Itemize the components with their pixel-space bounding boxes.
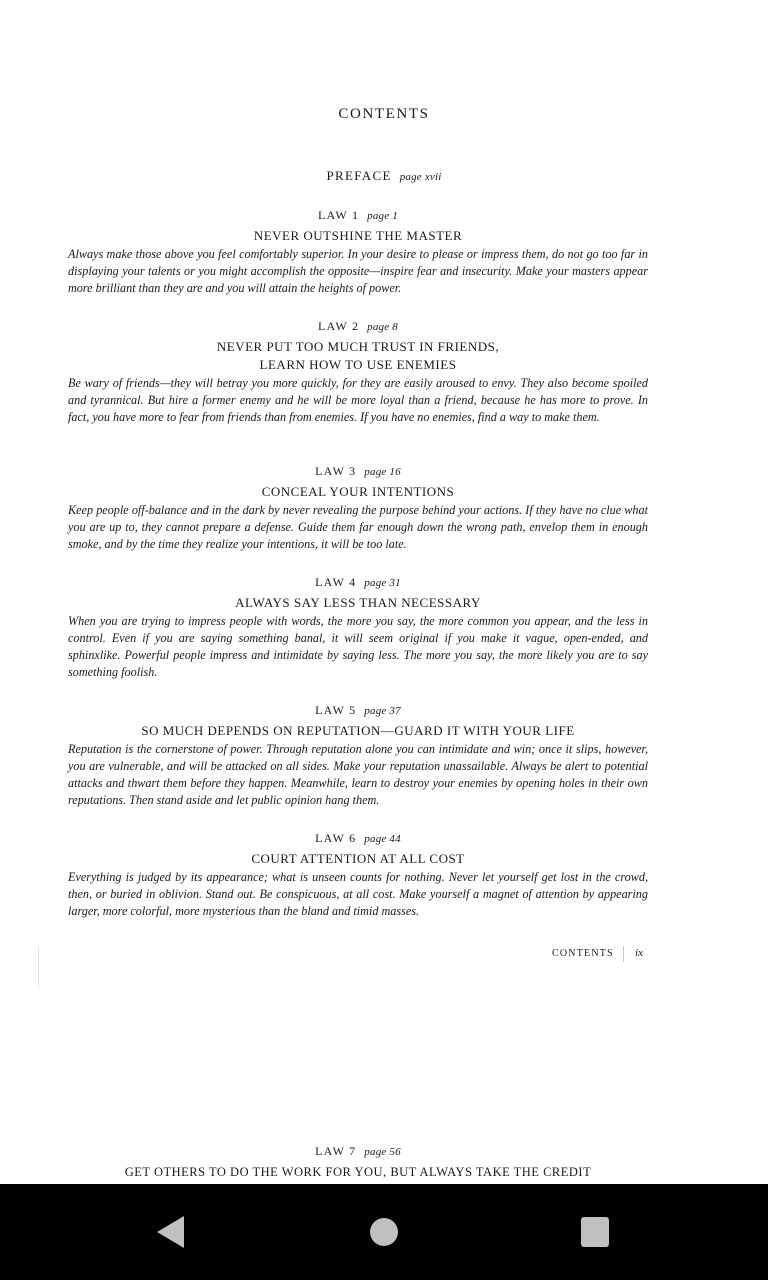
law-number: LAW 2 page 8	[318, 319, 398, 333]
law-number: LAW 3 page 16	[315, 464, 401, 478]
law-description: Keep people off-balance and in the dark by never revealing the purpose behind your actions. If they have no clue what you are up to, they cannot prepare a defense. Guide them far enough down the wrong path, envelop them in enough smoke, and by the time they realize your intentions, it will be too late.	[68, 503, 648, 551]
law-1-entry[interactable]	[68, 206, 648, 297]
preface-page-ref: page xvii	[399, 171, 442, 183]
law-4-entry[interactable]	[68, 573, 648, 681]
law-page-ref: page 8	[367, 321, 398, 333]
back-button[interactable]	[142, 1204, 198, 1260]
law-title: NEVER PUT TOO MUCH TRUST IN FRIENDS, LEARN HOW TO USE ENEMIES	[216, 339, 500, 372]
law-number: LAW 7 page 56	[315, 1144, 401, 1158]
law-page-ref: page 37	[364, 705, 401, 717]
law-6-entry[interactable]	[68, 829, 648, 920]
law-number: LAW 6 page 44	[315, 831, 401, 845]
law-number: LAW 4 page 31	[315, 575, 401, 589]
law-page-ref: page 31	[364, 577, 401, 589]
law-page-ref: page 1	[367, 210, 398, 222]
law-number: LAW 5 page 37	[315, 703, 401, 717]
footer-page-number: ix	[635, 947, 643, 959]
law-description: Reputation is the cornerstone of power. Through reputation alone you can intimidate and win; once it slips, however, you are vulnerable, and will be attacked on all sides. Make your reputation unassailable. Always be alert to potential attacks and thwart them before they happen. Meanwhile, learn to destroy your enemies by opening holes in their own reputations. Then stand aside and let public opinion hang them.	[68, 742, 648, 807]
scan-artifact	[38, 948, 41, 988]
back-triangle-icon	[157, 1216, 184, 1248]
home-circle-icon	[370, 1218, 398, 1246]
law-3-entry[interactable]	[68, 462, 648, 553]
footer-divider	[623, 946, 624, 962]
preface-entry[interactable]	[0, 168, 768, 184]
law-page-ref: page 16	[364, 466, 401, 478]
law-7-entry[interactable]	[68, 1142, 648, 1181]
navigation-bar	[0, 1184, 768, 1280]
law-page-ref: page 44	[364, 833, 401, 845]
law-number: LAW 1 page 1	[318, 208, 398, 222]
law-title: GET OTHERS TO DO THE WORK FOR YOU, BUT ALWAYS TAKE THE CREDIT	[124, 1165, 592, 1179]
preface-label: PREFACE	[326, 168, 392, 183]
law-description: Always make those above you feel comfortably superior. In your desire to please or impress them, do not go too far in displaying your talents or you might accomplish the opposite—inspire fear and insecurity. Make your masters appear more brilliant than they are and you will attain the heights of power.	[68, 247, 648, 295]
law-description: When you are trying to impress people with words, the more you say, the more common you appear, and the less in control. Even if you are saying something banal, it will seem original if you make it vague, open-ended, and sphinxlike. Powerful people impress and intimidate by saying less. The more you say, the more likely you are to say something foolish.	[68, 614, 648, 679]
law-title: CONCEAL YOUR INTENTIONS	[261, 484, 455, 499]
home-button[interactable]	[356, 1204, 412, 1260]
law-description: Everything is judged by its appearance; what is unseen counts for nothing. Never let yourself get lost in the crowd, then, or buried in oblivion. Stand out. Be conspicuous, at all cost. Make yourself a magnet of attention by appearing larger, more colorful, more mysterious than the bland and timid masses.	[68, 870, 648, 918]
law-title: ALWAYS SAY LESS THAN NECESSARY	[235, 595, 481, 610]
law-title: COURT ATTENTION AT ALL COST	[251, 851, 465, 866]
footer-running-head: CONTENTS	[552, 948, 614, 959]
law-description: Be wary of friends—they will betray you more quickly, for they are easily aroused to envy. They also become spoiled and tyrannical. But hire a former enemy and he will be more loyal than a friend, because he has more to prove. In fact, you have more to fear from friends than from enemies. If you have no enemies, find a way to make them.	[68, 376, 648, 424]
law-title: NEVER OUTSHINE THE MASTER	[253, 228, 463, 243]
law-2-entry[interactable]	[68, 317, 648, 426]
recents-square-icon	[581, 1217, 609, 1247]
recents-button[interactable]	[567, 1204, 623, 1260]
contents-heading: CONTENTS	[338, 106, 430, 122]
law-page-ref: page 56	[364, 1146, 401, 1158]
law-5-entry[interactable]	[68, 701, 648, 809]
law-title: SO MUCH DEPENDS ON REPUTATION—GUARD IT WITH YOUR LIFE	[141, 723, 575, 738]
